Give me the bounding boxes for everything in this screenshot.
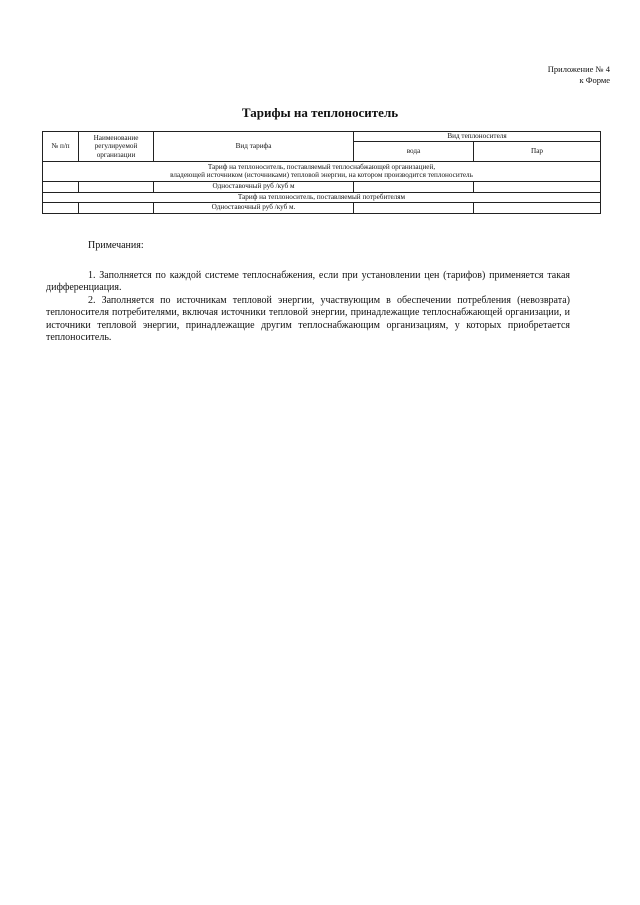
section-row-consumers (43, 192, 601, 202)
table-row (43, 202, 601, 213)
header-tariff-type: Вид тарифа (154, 132, 354, 162)
tariff-table (42, 131, 601, 214)
cell-water (354, 202, 474, 213)
cell-number (43, 202, 79, 213)
section-row-supplier (43, 161, 601, 181)
appendix-label (548, 64, 610, 86)
notes-section (46, 240, 570, 345)
section-supplier-line-2: владеющей источником (источниками) тепловой энергии, на котором производится теплоноситель (170, 171, 473, 179)
section-supplier-label (43, 161, 601, 181)
header-organization: Наименование регулируемой организации (79, 132, 154, 162)
section-consumers-label: Тариф на теплоноситель, поставляемый потребителям (43, 192, 601, 202)
header-number: № п/п (43, 132, 79, 162)
cell-water (354, 181, 474, 192)
note-2: 2. Заполняется по источникам тепловой энергии, участвующим в обеспечении потребления (невозврата) теплоносителя потребителями, включая источники тепловой энергии, принадлежащие теплоснабжающей организации, и источники тепловой энергии, принадлежащие другим теплоснабжающим организациям, у которых приобретается теплоноситель. (46, 294, 570, 343)
header-water: вода (354, 141, 474, 161)
cell-organization (79, 181, 154, 192)
cell-steam (474, 181, 601, 192)
cell-tariff-type: Одноставочный руб /куб м (154, 181, 354, 192)
cell-steam (474, 202, 601, 213)
appendix-number: Приложение № 4 (547, 64, 610, 74)
table-row (43, 181, 601, 192)
table-header-row (43, 132, 601, 142)
cell-tariff-type: Одноставочный руб /куб м. (154, 202, 354, 213)
appendix-form-ref: к Форме (579, 75, 610, 85)
cell-number (43, 181, 79, 192)
header-steam: Пар (474, 141, 601, 161)
document-title: Тарифы на теплоноситель (241, 105, 399, 120)
notes-title: Примечания: (88, 240, 144, 251)
cell-organization (79, 202, 154, 213)
header-carrier-type: Вид теплоносителя (354, 132, 601, 142)
note-1: 1. Заполняется по каждой системе теплоснабжения, если при установлении цен (тарифов) применяется такая дифференциация. (46, 269, 570, 293)
section-supplier-line-1: Тариф на теплоноситель, поставляемый теплоснабжающей организацией, (207, 162, 436, 171)
